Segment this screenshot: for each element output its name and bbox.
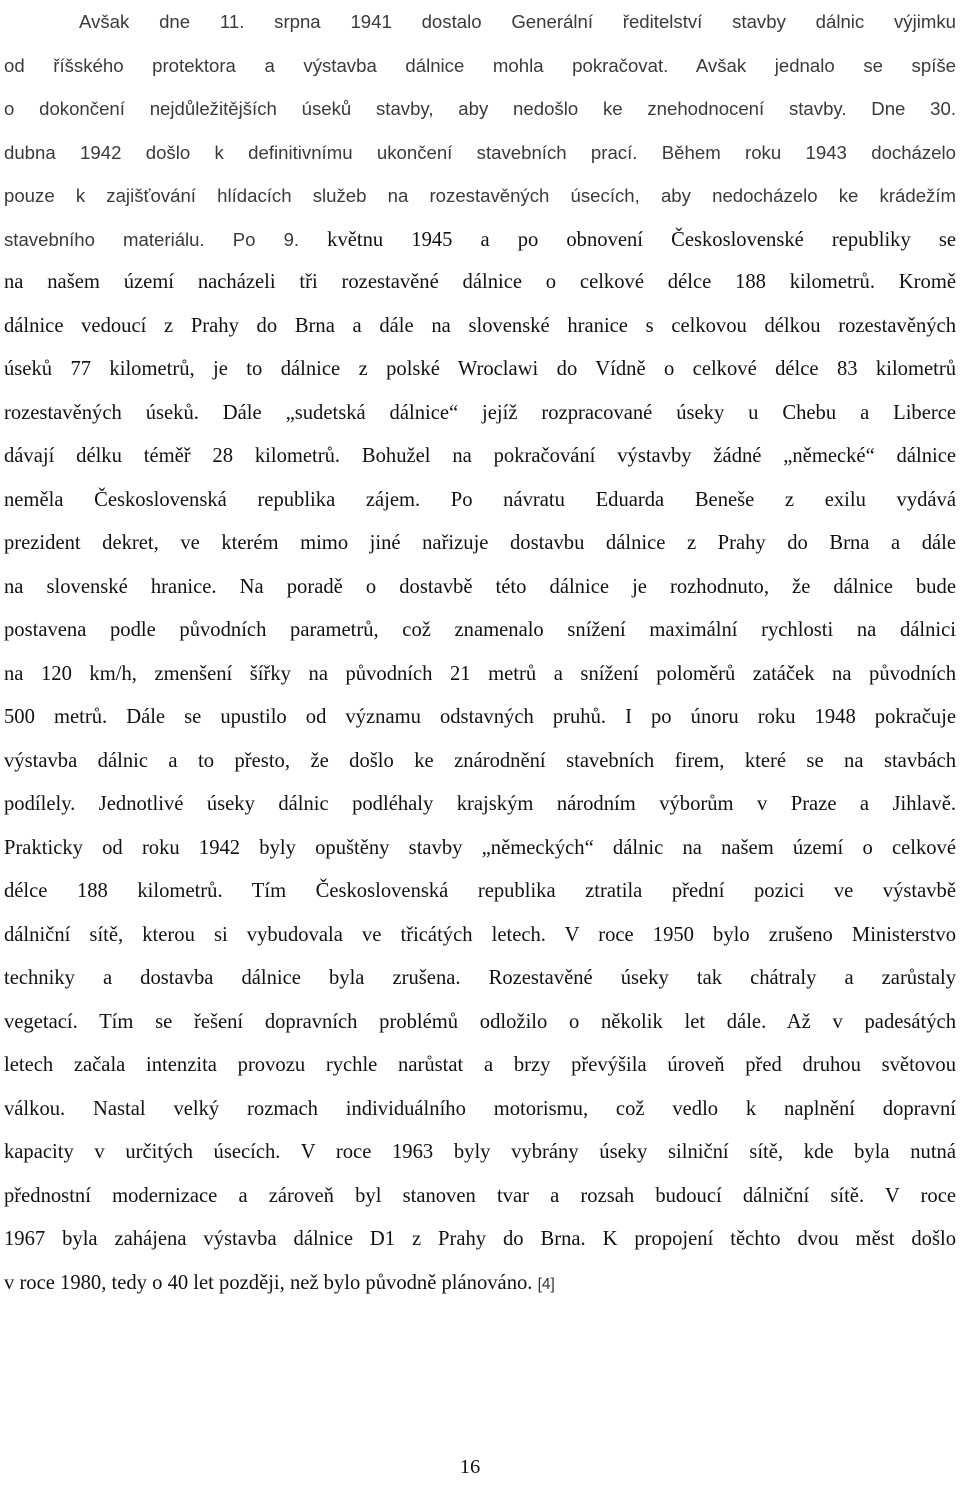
text-segment: na 120 km/h, zmenšení šířky na původních 21 metrů a snížení poloměrů zatáček na původních bbox=[4, 662, 956, 685]
text-segment: od říšského protektora a výstavba dálnice mohla pokračovat. Avšak jednalo se spíše bbox=[4, 54, 956, 76]
text-segment: kapacity v určitých úsecích. V roce 1963 byly vybrány úseky silniční sítě, kde byla nutná bbox=[4, 1141, 956, 1163]
text-segment: úseků 77 kilometrů, je to dálnice z polské Wroclawi do Vídně o celkové délce 83 kilometrů bbox=[4, 358, 956, 380]
text-segment: prezident dekret, ve kterém mimo jiné nařizuje dostavbu dálnice z Prahy do Brna a dále bbox=[4, 532, 956, 554]
text-line bbox=[4, 1218, 956, 1262]
text-segment: 1967 byla zahájena výstavba dálnice D1 z Prahy do Brna. K propojení těchto dvou měst došlo bbox=[4, 1228, 956, 1250]
text-line bbox=[4, 827, 956, 871]
text-line bbox=[4, 174, 956, 218]
text-segment: na našem území nacházeli tři rozestavěné dálnice o celkové délce 188 kilometrů. Kromě bbox=[4, 271, 956, 293]
text-segment: vegetací. Tím se řešení dopravních problémů odložilo o několik let dále. Až v padesátých bbox=[4, 1010, 956, 1033]
text-segment: v roce 1980, tedy o 40 let později, než bylo původně plánováno. bbox=[4, 1271, 538, 1294]
text-segment: dubna 1942 došlo k definitivnímu ukončení stavebních prací. Během roku 1943 docházelo bbox=[4, 141, 956, 163]
text-segment: letech začala intenzita provozu rychle narůstat a brzy převýšila úroveň před druhou světovou bbox=[4, 1054, 956, 1076]
text-segment: výstavba dálnic a to přesto, že došlo ke znárodnění stavebních firem, které se na stavbách bbox=[4, 749, 956, 772]
text-line bbox=[4, 522, 956, 566]
text-segment: dávají délku téměř 28 kilometrů. Bohužel na pokračování výstavby žádné „německé“ dálnice bbox=[4, 445, 956, 467]
text-segment: Avšak dne 11. srpna 1941 dostalo Generální ředitelství stavby dálnic výjimku bbox=[79, 11, 956, 32]
citation-reference: [4] bbox=[537, 1275, 555, 1293]
text-line bbox=[4, 87, 956, 131]
text-segment: květnu 1945 a po obnovení Československé republiky se bbox=[327, 228, 956, 251]
text-line bbox=[4, 305, 956, 349]
text-line bbox=[4, 696, 956, 740]
text-segment: Prakticky od roku 1942 byly opuštěny stavby „německých“ dálnic na našem území o celkové bbox=[4, 836, 956, 859]
text-line bbox=[4, 435, 956, 479]
text-line bbox=[4, 914, 956, 958]
text-segment: rozestavěných úseků. Dále „sudetská dálnice“ jejíž rozpracované úseky u Chebu a Liberce bbox=[4, 401, 956, 424]
text-line bbox=[4, 218, 956, 262]
text-line bbox=[4, 0, 956, 44]
text-segment: přednostní modernizace a zároveň byl stanoven tvar a rozsah budoucí dálniční sítě. V roce bbox=[4, 1184, 956, 1207]
text-line bbox=[4, 783, 956, 827]
text-line bbox=[4, 1044, 956, 1088]
text-line bbox=[4, 261, 956, 305]
text-line bbox=[4, 653, 956, 697]
text-segment: podílely. Jednotlivé úseky dálnic podléhaly krajským národním výborům v Praze a Jihlavě. bbox=[4, 793, 956, 815]
text-line bbox=[4, 1262, 956, 1306]
text-line bbox=[4, 44, 956, 88]
text-segment: válkou. Nastal velký rozmach individuálního motorismu, což vedlo k naplnění dopravní bbox=[4, 1097, 956, 1120]
text-line bbox=[4, 131, 956, 175]
text-line bbox=[4, 1088, 956, 1132]
body-paragraph bbox=[4, 0, 956, 1305]
text-segment: délce 188 kilometrů. Tím Československá republika ztratila přední pozici ve výstavbě bbox=[4, 880, 956, 902]
text-line bbox=[4, 870, 956, 914]
text-line bbox=[4, 740, 956, 784]
text-segment: stavebního materiálu. Po 9. bbox=[4, 228, 328, 250]
text-line bbox=[4, 957, 956, 1001]
text-segment: o dokončení nejdůležitějších úseků stavby, aby nedošlo ke znehodnocení stavby. Dne 30. bbox=[4, 98, 956, 119]
text-segment: dálnice vedoucí z Prahy do Brna a dále na slovenské hranice s celkovou délkou rozestavěných bbox=[4, 314, 956, 337]
text-line bbox=[4, 392, 956, 436]
text-line bbox=[4, 1131, 956, 1175]
text-segment: dálniční sítě, kterou si vybudovala ve třicátých letech. V roce 1950 bylo zrušeno Ministerstvo bbox=[4, 923, 956, 946]
text-segment: techniky a dostavba dálnice byla zrušena. Rozestavěné úseky tak chátraly a zarůstaly bbox=[4, 967, 956, 989]
text-segment: na slovenské hranice. Na poradě o dostavbě této dálnice je rozhodnuto, že dálnice bude bbox=[4, 575, 956, 598]
text-line bbox=[4, 566, 956, 610]
text-segment: pouze k zajišťování hlídacích služeb na rozestavěných úsecích, aby nedocházelo ke krádežím bbox=[4, 185, 956, 206]
text-segment: 500 metrů. Dále se upustilo od významu odstavných pruhů. I po únoru roku 1948 pokračuje bbox=[4, 706, 956, 728]
text-line bbox=[4, 1175, 956, 1219]
text-line bbox=[4, 479, 956, 523]
page-number: 16 bbox=[459, 1456, 481, 1478]
text-segment: neměla Československá republika zájem. Po návratu Eduarda Beneše z exilu vydává bbox=[4, 488, 956, 511]
text-segment: postavena podle původních parametrů, což znamenalo snížení maximální rychlosti na dálnici bbox=[4, 619, 956, 641]
text-line bbox=[4, 348, 956, 392]
text-line bbox=[4, 1001, 956, 1045]
text-line bbox=[4, 609, 956, 653]
